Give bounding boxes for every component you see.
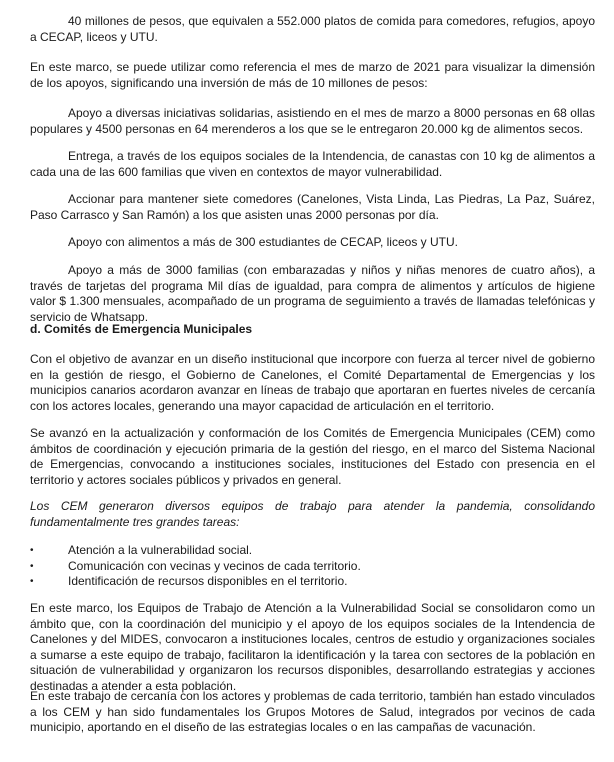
section-heading: d. Comités de Emergencia Municipales — [30, 322, 253, 336]
bullet-text: Apoyo con alimentos a más de 300 estudiantes de CECAP, liceos y UTU. — [68, 235, 458, 249]
bullet-text: Accionar para mantener siete comedores (Canelones, Vista Linda, Las Piedras, La Paz, Suárez, Paso Carrasco y San Ramón) a los que asisten unas 2000 personas por día. — [30, 192, 595, 222]
bullet-dot: • — [30, 576, 34, 588]
bullet-item-iniciativas — [30, 106, 595, 137]
paragraph-italic-tareas: Los CEM generaron diversos equipos de trabajo para atender la pandemia, consolidando fundamentalmente tres grandes tareas: — [30, 499, 595, 529]
bullet-dot: • — [30, 560, 34, 572]
paragraph-equipos: En este marco, los Equipos de Trabajo de Atención a la Vulnerabilidad Social se consolidaron como un ámbito que, con la coordinación del municipio y el apoyo de los equipos sociales de la Intendencia de Canelones y del MIDES, convocaron a instituciones locales, centros de estudio y organizaciones sociales a sumarse a este equipo de trabajo, facilitaron la identificación y la tarea con sectores de la población en situación de vulnerabilidad y organizaron los recursos disponibles, desarrollando estrategias y acciones destinadas a atender a esta población. — [30, 601, 595, 693]
bullet-text: Apoyo a más de 3000 familias (con embarazadas y niños y niñas menores de cuatro años), a través de tarjetas del programa Mil días de igualdad, para compra de alimentos y artículos de higiene valor $ 1.300 mensuales, acompañado de un programa de seguimiento a través de llamadas telefónicas y servicio de Whatsapp. — [30, 263, 595, 324]
tasks-list — [30, 543, 595, 590]
list-item — [30, 559, 595, 575]
bullet-text: 40 millones de pesos, que equivalen a 552.000 platos de comida para comedores, refugios, apoyo a CECAP, liceos y UTU. — [30, 14, 595, 44]
list-item-text: Identificación de recursos disponibles en el territorio. — [68, 574, 348, 589]
paragraph-objetivo: Con el objetivo de avanzar en un diseño institucional que incorpore con fuerza al tercer nivel de gobierno en la gestión de riesgo, el Gobierno de Canelones, el Comité Departamental de Emergencias y los municipios canarios acordaron avanzar en líneas de trabajo que aportaran en fuertes niveles de cercanía con los actores locales, generando una mayor capacidad de articulación en el territorio. — [30, 352, 595, 413]
bullet-item-comedores — [30, 192, 595, 223]
bullet-item-estudiantes — [30, 235, 595, 251]
list-item-text: Comunicación con vecinas y vecinos de cada territorio. — [68, 558, 361, 573]
bullet-item-canastas — [30, 149, 595, 180]
paragraph-cem: Se avanzó en la actualización y conformación de los Comités de Emergencia Municipales (CEM) como ámbitos de coordinación y ejecución primaria de la gestión del riesgo, en el marco del Sistema Nacional de Emergencias, convocando a instituciones sociales, instituciones del Estado con presencia en el territorio y actores sociales públicos y privados en general. — [30, 426, 595, 487]
paragraph-cercania: En este trabajo de cercanía con los actores y problemas de cada territorio, también han estado vinculados a los CEM y han sido fundamentales los Grupos Motores de Salud, integrados por vecinos de cada municipio, aportando en el diseño de las estrategias locales o en las campañas de vacunación. — [30, 689, 595, 735]
list-item — [30, 574, 595, 590]
bullet-dot: • — [30, 545, 34, 556]
bullet-text: Apoyo a diversas iniciativas solidarias, asistiendo en el mes de marzo a 8000 personas en 68 ollas populares y 4500 personas en 64 merenderos a los que se le entregaron 20.000 kg de alimentos secos. — [30, 106, 595, 136]
bullet-text: Entrega, a través de los equipos sociales de la Intendencia, de canastas con 10 kg de alimentos a cada una de las 600 familias que viven en contextos de mayor vulnerabilidad. — [30, 149, 595, 179]
bullet-item-funding — [30, 14, 595, 45]
list-item-text: Atención a la vulnerabilidad social. — [68, 543, 253, 557]
paragraph-marzo: En este marco, se puede utilizar como referencia el mes de marzo de 2021 para visualizar la dimensión de los apoyos, significando una inversión de más de 10 millones de pesos: — [30, 60, 595, 90]
list-item — [30, 543, 595, 559]
bullet-item-familias — [30, 263, 595, 325]
